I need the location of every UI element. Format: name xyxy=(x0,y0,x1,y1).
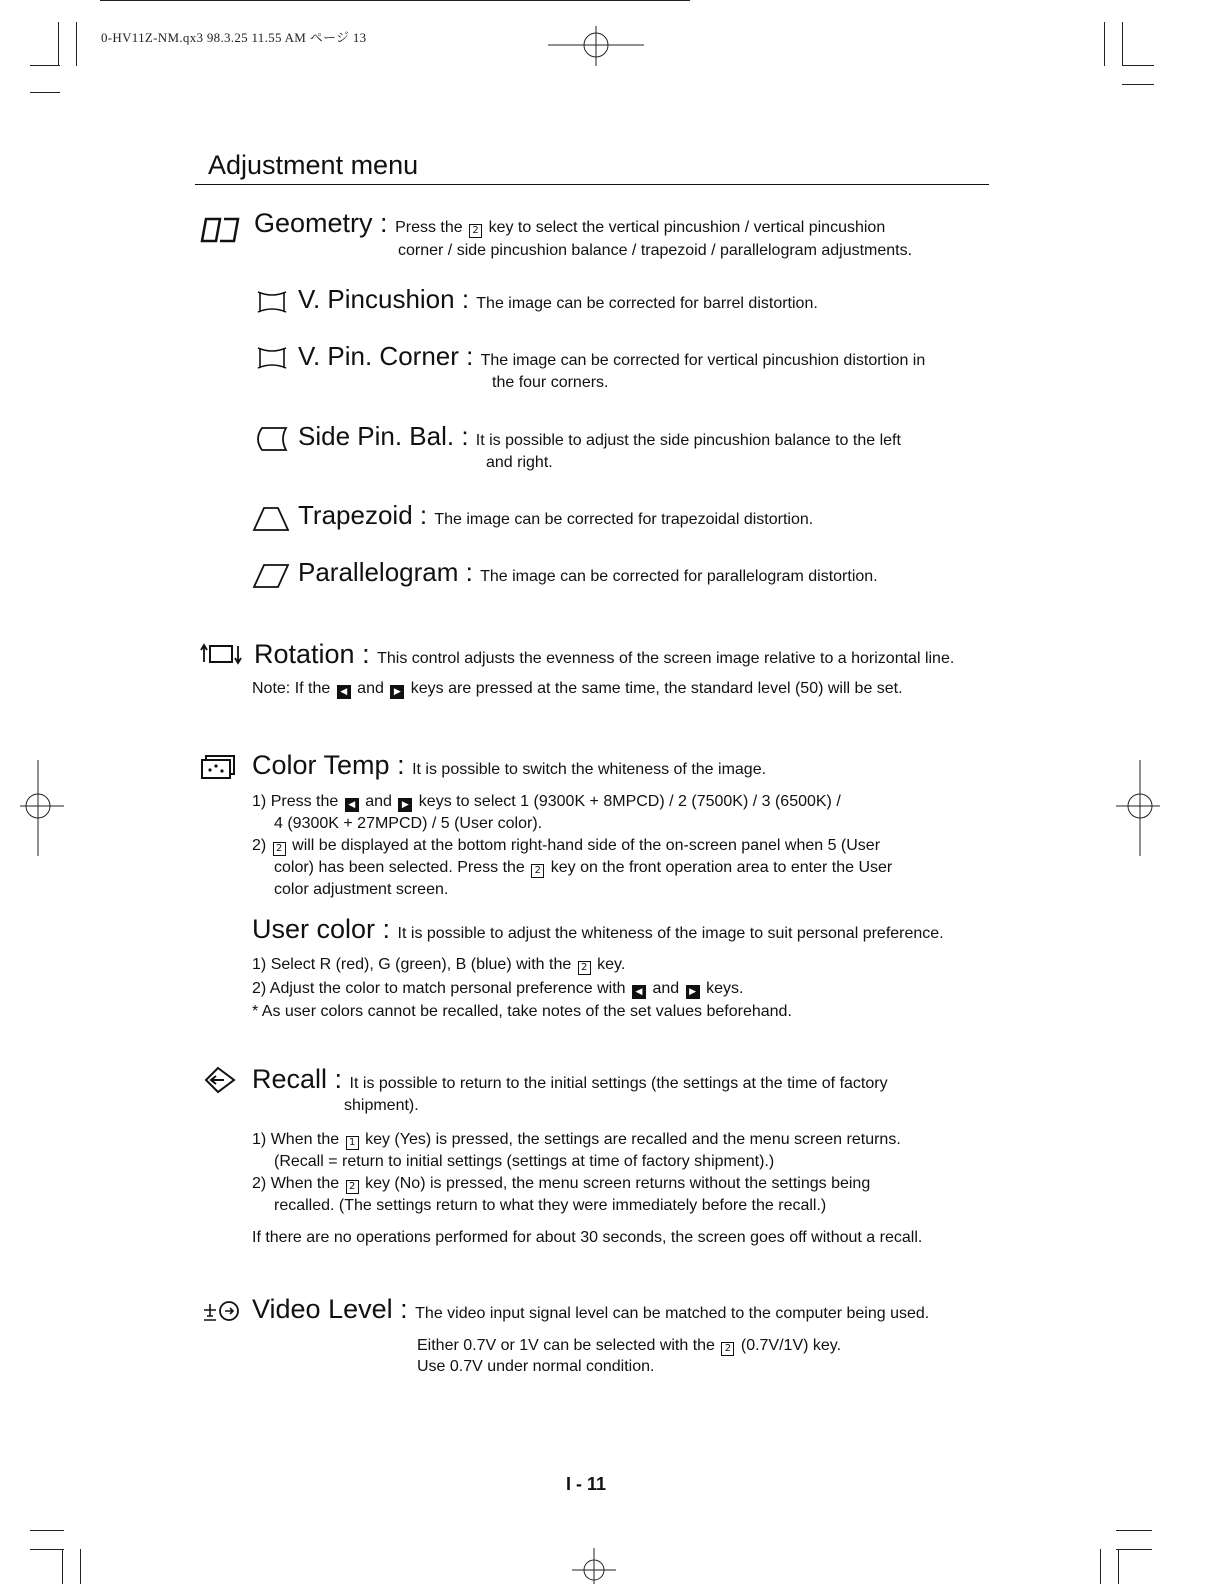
registration-mark-left xyxy=(20,760,64,856)
v-pin-corner-icon xyxy=(256,346,288,370)
rotation-label: Rotation xyxy=(254,639,355,669)
trapezoid-desc: The image can be corrected for trapezoidal distortion. xyxy=(434,511,814,528)
left-arrow-key-icon: ◀ xyxy=(345,798,359,812)
parallelogram-icon xyxy=(252,563,292,589)
trapezoid-icon xyxy=(252,506,290,532)
user-color-heading: User color : It is possible to adjust the whiteness of the image to suit personal preference. xyxy=(252,914,944,944)
key-2-icon: 2 xyxy=(531,864,544,878)
color-temp-heading: Color Temp : It is possible to switch the whiteness of the image. xyxy=(252,750,767,780)
key-1-icon: 1 xyxy=(346,1136,359,1150)
video-level-heading: Video Level : The video input signal level can be matched to the computer being used. xyxy=(252,1294,930,1324)
parallelogram-desc: The image can be corrected for parallelogram distortion. xyxy=(480,568,878,585)
v-pincushion-label: V. Pincushion xyxy=(298,284,455,314)
crop-mark xyxy=(1122,84,1154,85)
color-temp-item-1: 1) Press the ◀ and ▶ keys to select 1 (9300K + 8MPCD) / 2 (7500K) / 3 (6500K) / xyxy=(252,793,841,810)
crop-mark xyxy=(1118,1549,1119,1584)
side-pin-bal-label: Side Pin. Bal. xyxy=(298,421,455,451)
v-pincushion-desc: The image can be corrected for barrel distortion. xyxy=(476,295,818,312)
color-temp-item-1-line2: 4 (9300K + 27MPCD) / 5 (User color). xyxy=(274,815,543,832)
crop-mark xyxy=(30,65,60,66)
crop-mark xyxy=(30,1549,64,1550)
right-arrow-key-icon: ▶ xyxy=(686,985,700,999)
recall-note: If there are no operations performed for about 30 seconds, the screen goes off without a recall. xyxy=(252,1229,923,1246)
color-temp-desc: It is possible to switch the whiteness of the image. xyxy=(412,761,767,778)
geometry-heading: Geometry : Press the 2 key to select the vertical pincushion / vertical pincushion xyxy=(254,208,886,238)
crop-mark xyxy=(76,22,77,66)
registration-mark-right xyxy=(1116,760,1160,856)
right-arrow-key-icon: ▶ xyxy=(398,798,412,812)
video-level-line3: Use 0.7V under normal condition. xyxy=(417,1358,655,1375)
key-2-icon: 2 xyxy=(469,224,482,238)
recall-item-2: 2) When the 2 key (No) is pressed, the menu screen returns without the settings being xyxy=(252,1175,871,1192)
user-color-item-2: 2) Adjust the color to match personal preference with ◀ and ▶ keys. xyxy=(252,980,744,997)
geometry-icon xyxy=(200,216,240,244)
color-temp-item-2-line2: color) has been selected. Press the 2 key on the front operation area to enter the User xyxy=(274,859,893,876)
v-pin-corner-label: V. Pin. Corner xyxy=(298,341,459,371)
crop-mark xyxy=(1116,1549,1152,1550)
color-temp-item-2: 2) 2 will be displayed at the bottom right-hand side of the on-screen panel when 5 (User xyxy=(252,837,881,854)
recall-item-1: 1) When the 1 key (Yes) is pressed, the settings are recalled and the menu screen returns. xyxy=(252,1131,901,1148)
registration-mark-bottom xyxy=(572,1548,616,1584)
trapezoid-label: Trapezoid xyxy=(298,500,413,530)
crop-mark xyxy=(58,22,59,66)
recall-desc-line2: shipment). xyxy=(344,1097,419,1114)
left-arrow-key-icon: ◀ xyxy=(337,685,351,699)
page-number: I - 11 xyxy=(566,1474,607,1494)
rotation-note: Note: If the ◀ and ▶ keys are pressed at the same time, the standard level (50) will be set. xyxy=(252,680,903,697)
crop-mark xyxy=(1116,1530,1152,1531)
user-color-label: User color xyxy=(252,914,376,944)
crop-mark xyxy=(30,1530,64,1531)
geometry-desc-line2: corner / side pincushion balance / trapezoid / parallelogram adjustments. xyxy=(398,242,913,259)
crop-mark xyxy=(100,0,690,1)
page-title: Adjustment menu xyxy=(208,150,419,180)
rotation-heading: Rotation : This control adjusts the evenness of the screen image relative to a horizontal line. xyxy=(254,639,955,669)
crop-mark xyxy=(62,1549,63,1584)
v-pin-corner-row: V. Pin. Corner : The image can be corrected for vertical pincushion distortion in xyxy=(298,341,926,371)
geometry-label: Geometry xyxy=(254,208,373,238)
v-pincushion-icon xyxy=(256,290,288,314)
video-level-icon xyxy=(200,1298,242,1324)
crop-mark xyxy=(80,1549,81,1584)
side-pin-bal-row: Side Pin. Bal. : It is possible to adjust the side pincushion balance to the left xyxy=(298,421,901,451)
file-info-header: 0-HV11Z-NM.qx3 98.3.25 11.55 AM ページ 13 xyxy=(101,30,367,45)
crop-mark xyxy=(1104,22,1105,66)
right-arrow-key-icon: ▶ xyxy=(390,685,404,699)
parallelogram-row: Parallelogram : The image can be corrected for parallelogram distortion. xyxy=(298,557,878,587)
recall-label: Recall xyxy=(252,1064,328,1094)
key-2-icon: 2 xyxy=(578,961,591,975)
key-2-icon: 2 xyxy=(273,842,286,856)
side-pin-bal-icon xyxy=(254,426,290,452)
side-pin-bal-desc: It is possible to adjust the side pincushion balance to the left xyxy=(475,432,901,449)
crop-mark xyxy=(1122,22,1123,66)
rotation-icon xyxy=(200,642,244,666)
user-color-note: * As user colors cannot be recalled, take notes of the set values beforehand. xyxy=(252,1003,792,1020)
key-2-icon: 2 xyxy=(346,1180,359,1194)
side-pin-bal-desc-line2: and right. xyxy=(486,454,553,471)
title-rule xyxy=(195,184,989,185)
user-color-item-1: 1) Select R (red), G (green), B (blue) with the 2 key. xyxy=(252,956,626,973)
recall-icon xyxy=(204,1066,238,1094)
color-temp-item-2-line3: color adjustment screen. xyxy=(274,881,449,898)
recall-item-1-line2: (Recall = return to initial settings (settings at time of factory shipment).) xyxy=(274,1153,775,1170)
user-color-desc: It is possible to adjust the whiteness of the image to suit personal preference. xyxy=(397,925,944,942)
video-level-desc: The video input signal level can be matched to the computer being used. xyxy=(415,1305,930,1322)
parallelogram-label: Parallelogram xyxy=(298,557,459,587)
v-pin-corner-desc: The image can be corrected for vertical pincushion distortion in xyxy=(480,352,926,369)
recall-item-2-line2: recalled. (The settings return to what they were immediately before the recall.) xyxy=(274,1197,827,1214)
crop-mark xyxy=(1122,65,1154,66)
crop-mark xyxy=(30,92,60,93)
v-pin-corner-desc-line2: the four corners. xyxy=(492,374,609,391)
geometry-desc: Press the 2 key to select the vertical pincushion / vertical pincushion xyxy=(395,219,886,236)
recall-heading: Recall : It is possible to return to the initial settings (the settings at the time of factory xyxy=(252,1064,888,1094)
recall-desc: It is possible to return to the initial settings (the settings at the time of factory xyxy=(349,1075,888,1092)
v-pincushion-row: V. Pincushion : The image can be corrected for barrel distortion. xyxy=(298,284,818,314)
key-2-icon: 2 xyxy=(721,1342,734,1356)
rotation-desc: This control adjusts the evenness of the screen image relative to a horizontal line. xyxy=(377,650,955,667)
color-temp-icon xyxy=(200,752,240,780)
video-level-label: Video Level xyxy=(252,1294,393,1324)
registration-mark-top xyxy=(548,26,644,66)
video-level-line2: Either 0.7V or 1V can be selected with the 2 (0.7V/1V) key. xyxy=(417,1337,842,1354)
trapezoid-row: Trapezoid : The image can be corrected for trapezoidal distortion. xyxy=(298,500,814,530)
left-arrow-key-icon: ◀ xyxy=(632,985,646,999)
color-temp-label: Color Temp xyxy=(252,750,390,780)
crop-mark xyxy=(1100,1549,1101,1584)
